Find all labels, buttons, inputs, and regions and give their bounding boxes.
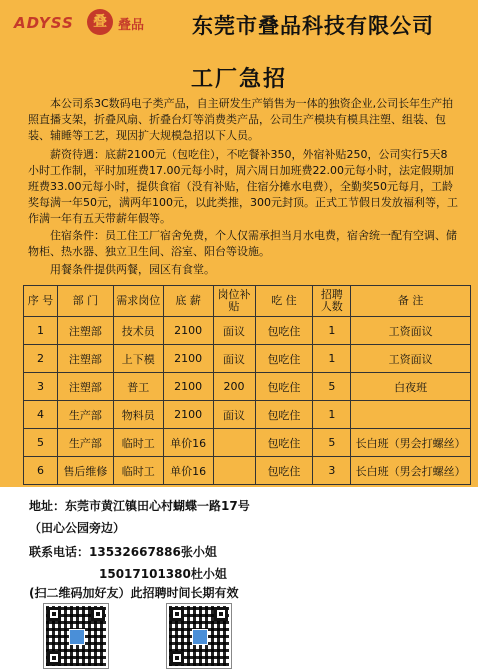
qr-finder-icon — [47, 651, 61, 665]
cell: 注塑部 — [57, 345, 113, 373]
cell: 注塑部 — [57, 373, 113, 401]
cell — [213, 457, 255, 485]
salary-paragraph: 薪资待遇：底薪2100元（包吃住），不吃餐补350，外宿补贴250，公司实行5天8小时工作制，平时加班费17.00元每小时，周六周日加班费22.00元每小时，法定假期加班费33.00元每小时，提供食宿（没有补贴，住宿分摊水电费），全勤奖50元每月，工龄奖每满一年50元，满两年100元，以此类推，300元封顶。正式工节假日发放福利等，工作满一年有五天带薪年假等。 — [28, 148, 458, 225]
cell: 3 — [24, 373, 58, 401]
cell: 临时工 — [113, 429, 163, 457]
cell: 临时工 — [113, 457, 163, 485]
cell: 包吃住 — [255, 429, 313, 457]
header-board: 吃 住 — [255, 286, 313, 317]
cell: 工资面议 — [351, 345, 471, 373]
cell: 长白班（男会打螺丝） — [351, 429, 471, 457]
header-remarks: 备 注 — [351, 286, 471, 317]
cell: 2100 — [163, 373, 213, 401]
cell: 面议 — [213, 345, 255, 373]
table-header-row — [24, 286, 471, 317]
header-index: 序 号 — [24, 286, 58, 317]
qr-logo-icon — [69, 629, 85, 645]
cell: 3 — [313, 457, 351, 485]
intro-paragraph: 本公司系3C数码电子类产品，自主研发生产销售为一体的独资企业,公司长年生产拍照直播支架，折叠风扇、折叠台灯等消费类产品，公司生产模块有模具注塑、组装、包装、辅睡等工艺，现因扩大规模急招以下人员。 — [28, 97, 454, 142]
qr-finder-icon — [170, 607, 184, 621]
cell: 单价16 — [163, 429, 213, 457]
header-department: 部 门 — [57, 286, 113, 317]
cell: 包吃住 — [255, 373, 313, 401]
table-row — [24, 317, 471, 345]
address-text: 地址：东莞市黄江镇田心村蝴蝶一路17号 — [29, 499, 250, 513]
cell: 长白班（男会打螺丝） — [351, 457, 471, 485]
cell: 技术员 — [113, 317, 163, 345]
cell: 售后维修 — [57, 457, 113, 485]
cell: 包吃住 — [255, 457, 313, 485]
cell: 2 — [24, 345, 58, 373]
header-headcount: 招聘人数 — [313, 286, 351, 317]
brand-logo-cn: 叠品 — [118, 18, 145, 33]
qr-finder-icon — [170, 651, 184, 665]
header-base-salary: 底 薪 — [163, 286, 213, 317]
poster-header — [0, 0, 478, 50]
meal-paragraph: 用餐条件提供两餐，园区有食堂。 — [50, 263, 215, 276]
job-table — [23, 285, 471, 485]
qr-code-icon[interactable] — [167, 604, 231, 668]
cell: 包吃住 — [255, 345, 313, 373]
company-name: 东莞市叠品科技有限公司 — [192, 14, 434, 38]
qr-code-icon[interactable] — [44, 604, 108, 668]
cell: 1 — [313, 401, 351, 429]
cell: 2100 — [163, 317, 213, 345]
cell: 包吃住 — [255, 317, 313, 345]
qr-logo-icon — [192, 629, 208, 645]
cell: 4 — [24, 401, 58, 429]
company-logo-icon: 叠 — [87, 9, 113, 35]
qr-finder-icon — [91, 607, 105, 621]
cell — [213, 429, 255, 457]
cell: 生产部 — [57, 429, 113, 457]
cell: 面议 — [213, 401, 255, 429]
cell: 生产部 — [57, 401, 113, 429]
cell: 注塑部 — [57, 317, 113, 345]
phone-secondary: 15017101380杜小姐 — [99, 567, 227, 581]
table-row — [24, 429, 471, 457]
cell: 2100 — [163, 401, 213, 429]
cell: 6 — [24, 457, 58, 485]
cell: 1 — [24, 317, 58, 345]
address-note: （田心公园旁边） — [29, 521, 126, 535]
cell: 面议 — [213, 317, 255, 345]
table-row — [24, 373, 471, 401]
brand-logo-text: ADYSS — [14, 14, 74, 32]
cell: 5 — [313, 373, 351, 401]
cell: 5 — [24, 429, 58, 457]
header-allowance: 岗位补贴 — [213, 286, 255, 317]
cell: 1 — [313, 345, 351, 373]
cell: 200 — [213, 373, 255, 401]
qr-finder-icon — [47, 607, 61, 621]
cell: 上下模 — [113, 345, 163, 373]
header-position: 需求岗位 — [113, 286, 163, 317]
cell: 物料员 — [113, 401, 163, 429]
table-row — [24, 457, 471, 485]
cell: 单价16 — [163, 457, 213, 485]
cell: 5 — [313, 429, 351, 457]
qr-finder-icon — [214, 607, 228, 621]
phone-primary: 联系电话：13532667886张小姐 — [29, 545, 217, 559]
cell: 普工 — [113, 373, 163, 401]
cell: 1 — [313, 317, 351, 345]
cell: 白夜班 — [351, 373, 471, 401]
cell: 2100 — [163, 345, 213, 373]
cell — [351, 401, 471, 429]
housing-paragraph: 住宿条件：员工住工厂宿舍免费，个人仅需承担当月水电费，宿舍统一配有空调、储物柜、热水器、独立卫生间、浴室、阳台等设施。 — [28, 229, 457, 258]
cell: 包吃住 — [255, 401, 313, 429]
page-title: 工厂急招 — [190, 67, 287, 92]
cell: 工资面议 — [351, 317, 471, 345]
table-row — [24, 345, 471, 373]
recruit-note: (扫二维码加好友）此招聘时间长期有效 — [29, 586, 239, 600]
table-row — [24, 401, 471, 429]
